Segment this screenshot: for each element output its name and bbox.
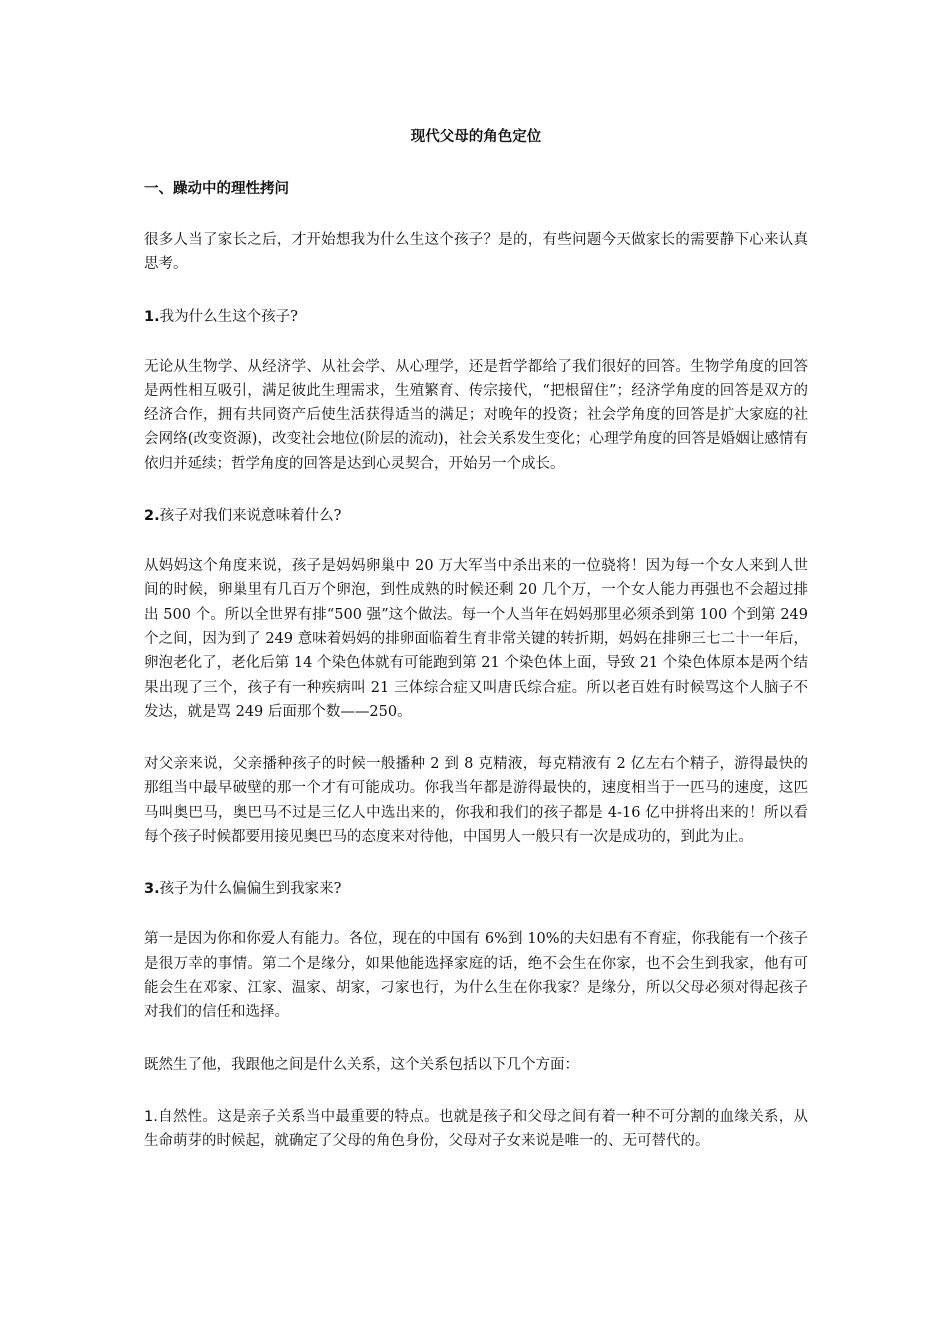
question-1 (144, 305, 808, 329)
question-3-number: 3. (144, 881, 160, 898)
paragraph-1: 无论从生物学、从经济学、从社会学、从心理学，还是哲学都给了我们很好的回答。生物学角度的回答是两性相互吸引，满足彼此生理需求，生殖繁育、传宗接代，“把根留住”；经济学角度的回答是双方的经济合作，拥有共同资产后使生活获得适当的满足；对晚年的投资；社会学角度的回答是扩大家庭的社会网络(改变资源)，改变社会地位(阶层的流动)，社会关系发生变化；心理学角度的回答是婚姻让感情有依归并延续；哲学角度的回答是达到心灵契合，开始另一个成长。 (144, 358, 808, 472)
intro-paragraph: 很多人当了家长之后，才开始想我为什么生这个孩子？是的，有些问题今天做家长的需要静下心来认真思考。 (144, 232, 808, 273)
question-2 (144, 504, 808, 528)
paragraph-5: 既然生了他，我跟他之间是什么关系，这个关系包括以下几个方面： (144, 1056, 579, 1073)
question-3-text: 孩子为什么偏偏生到我家来? (159, 881, 342, 898)
paragraph-4: 第一是因为你和你爱人有能力。各位，现在的中国有 6%到 10%的夫妇患有不育症，你我能有一个孩子是很万幸的事情。第二个是缘分，如果他能选择家庭的话，绝不会生在你家，也不会生到我家，他有可能会生在邓家、江家、温家、胡家，刁家也行，为什么生在你我家？是缘分，所以父母必须对得起孩子对我们的信任和选择。 (144, 931, 808, 1021)
list-item-1 (144, 1105, 808, 1154)
section-heading: 一、躁动中的理性拷问 (144, 181, 289, 197)
document-title: 现代父母的角色定位 (410, 129, 542, 145)
question-2-text: 孩子对我们来说意味着什么? (159, 508, 342, 525)
question-1-number: 1. (144, 308, 160, 325)
question-3 (144, 877, 808, 901)
question-1-text: 我为什么生这个孩子? (159, 308, 298, 325)
document-body (144, 126, 808, 1181)
list-item-1-text: 自然性。这是亲子关系当中最重要的特点。也就是孩子和父母之间有着一种不可分割的血缘关系，从生命萌芽的时候起，就确定了父母的角色身份，父母对子女来说是唯一的、无可替代的。 (144, 1108, 808, 1150)
list-item-1-number: 1. (144, 1108, 158, 1125)
question-2-number: 2. (144, 508, 160, 525)
paragraph-3: 对父亲来说，父亲播种孩子的时候一般播种 2 到 8 克精液，每克精液有 2 亿左右个精子，游得最快的那组当中最早破壁的那一个才有可能成功。你我当年都是游得最快的，速度相当于一匹马的速度，这匹马叫奥巴马，奥巴马不过是三亿人中选出来的，你我和我们的孩子都是 4-16 亿中拼将出来的！所以看每个孩子时候都要用接见奥巴马的态度来对待他，中国男人一般只有一次是成功的，到此为止。 (144, 756, 808, 846)
paragraph-2: 从妈妈这个角度来说，孩子是妈妈卵巢中 20 万大军当中杀出来的一位骁将！因为每一个女人来到人世间的时候，卵巢里有几百万个卵泡，到性成熟的时候还剩 20 几个万，一个女人能力再强也不会超过排出 500 个。所以全世界有排“500 强”这个做法。每一个人当年在妈妈那里必须杀到第 100 个到第 249 个之间，因为到了 249 意味着妈妈的排卵面临着生育非常关键的转折期，妈妈在排卵三七二十一年后，卵泡老化了，老化后第 14 个染色体就有可能跑到第 21 个染色体上面，导致 21 个染色体原本是两个结果出现了三个，孩子有一种疾病叫 21 三体综合症又叫唐氏综合症。所以老百姓有时候骂这个人脑子不发达，就是骂 249 后面那个数——250。 (144, 558, 808, 720)
